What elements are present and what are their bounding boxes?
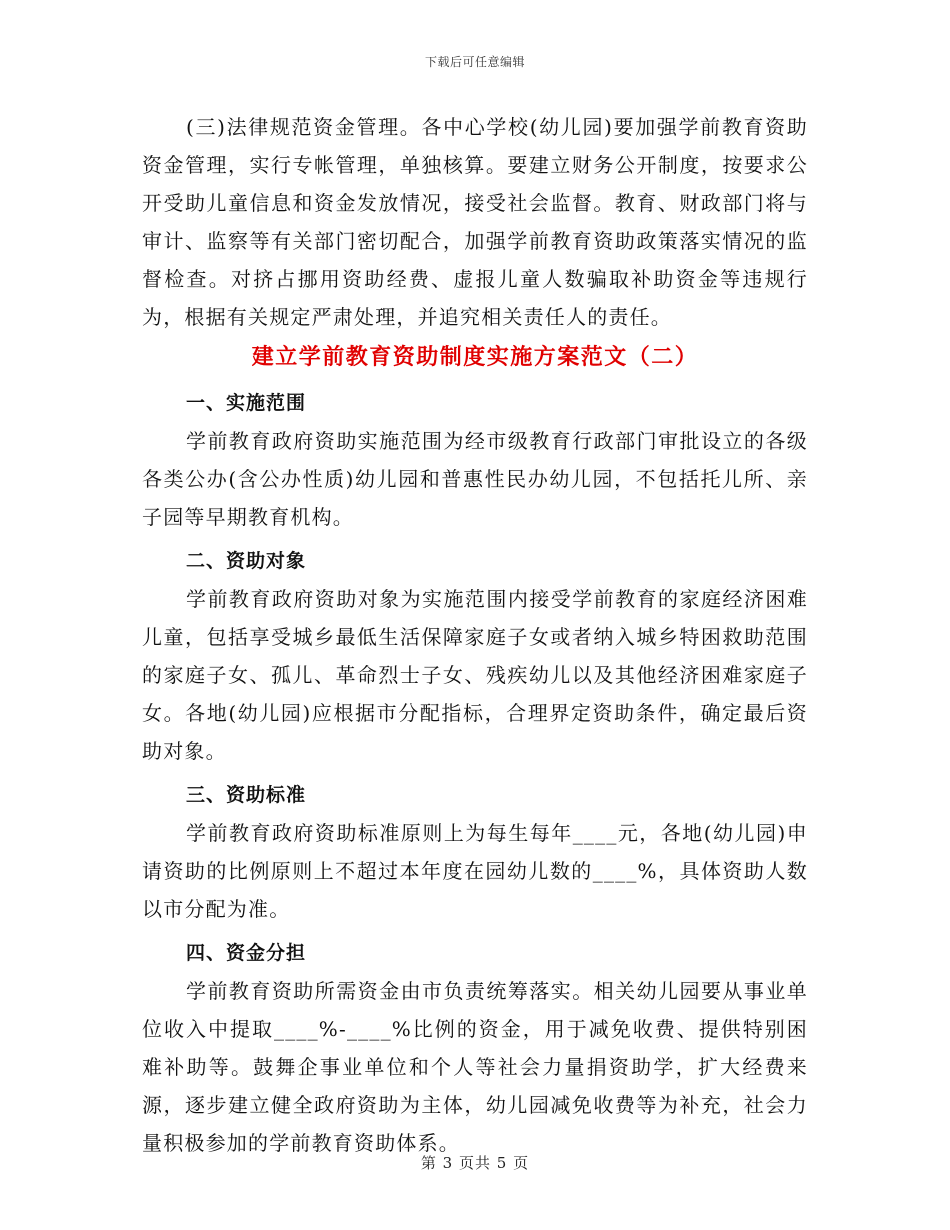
page-number: 第 3 页共 5 页	[420, 1154, 530, 1172]
section-scope	[142, 384, 808, 536]
section-recipients	[142, 542, 808, 770]
section-heading: 四、资金分担	[186, 942, 307, 964]
header-note: 下载后可任意编辑	[424, 55, 525, 69]
document-body	[142, 108, 808, 1162]
section-standard	[142, 776, 808, 928]
intro-paragraph: (三)法律规范资金管理。各中心学校(幼儿园)要加强学前教育资助资金管理，实行专帐管理，单独核算。要建立财务公开制度，按要求公开受助儿童信息和资金发放情况，接受社会监督。教育、财政部门将与审计、监察等有关部门密切配合，加强学前教育资助政策落实情况的监督检查。对挤占挪用资助经费、虚报儿童人数骗取补助资金等违规行为，根据有关规定严肃处理，并追究相关责任人的责任。	[142, 115, 808, 329]
section-paragraph: 学前教育资助所需资金由市负责统筹落实。相关幼儿园要从事业单位收入中提取____%-____%比例的资金，用于减免收费、提供特别困难补助等。鼓舞企事业单位和个人等社会力量捐资助学，扩大经费来源，逐步建立健全政府资助为主体，幼儿园减免收费等为补充，社会力量积极参加的学前教育资助体系。	[142, 979, 808, 1155]
section-heading: 三、资助标准	[186, 784, 307, 806]
section-paragraph: 学前教育政府资助实施范围为经市级教育行政部门审批设立的各级各类公办(含公办性质)幼儿园和普惠性民办幼儿园，不包括托儿所、亲子园等早期教育机构。	[142, 429, 808, 529]
section-paragraph: 学前教育政府资助标准原则上为每生每年____元，各地(幼儿园)申请资助的比例原则上不超过本年度在园幼儿数的____%，具体资助人数以市分配为准。	[142, 821, 808, 921]
section-paragraph: 学前教育政府资助对象为实施范围内接受学前教育的家庭经济困难儿童，包括享受城乡最低生活保障家庭子女或者纳入城乡特困救助范围的家庭子女、孤儿、革命烈士子女、残疾幼儿以及其他经济困难家庭子女。各地(幼儿园)应根据市分配指标，合理界定资助条件，确定最后资助对象。	[142, 587, 808, 763]
section-heading: 二、资助对象	[186, 550, 307, 572]
document-title: 建立学前教育资助制度实施方案范文（二）	[251, 345, 699, 370]
section-funding	[142, 934, 808, 1162]
section-heading: 一、实施范围	[186, 392, 307, 414]
